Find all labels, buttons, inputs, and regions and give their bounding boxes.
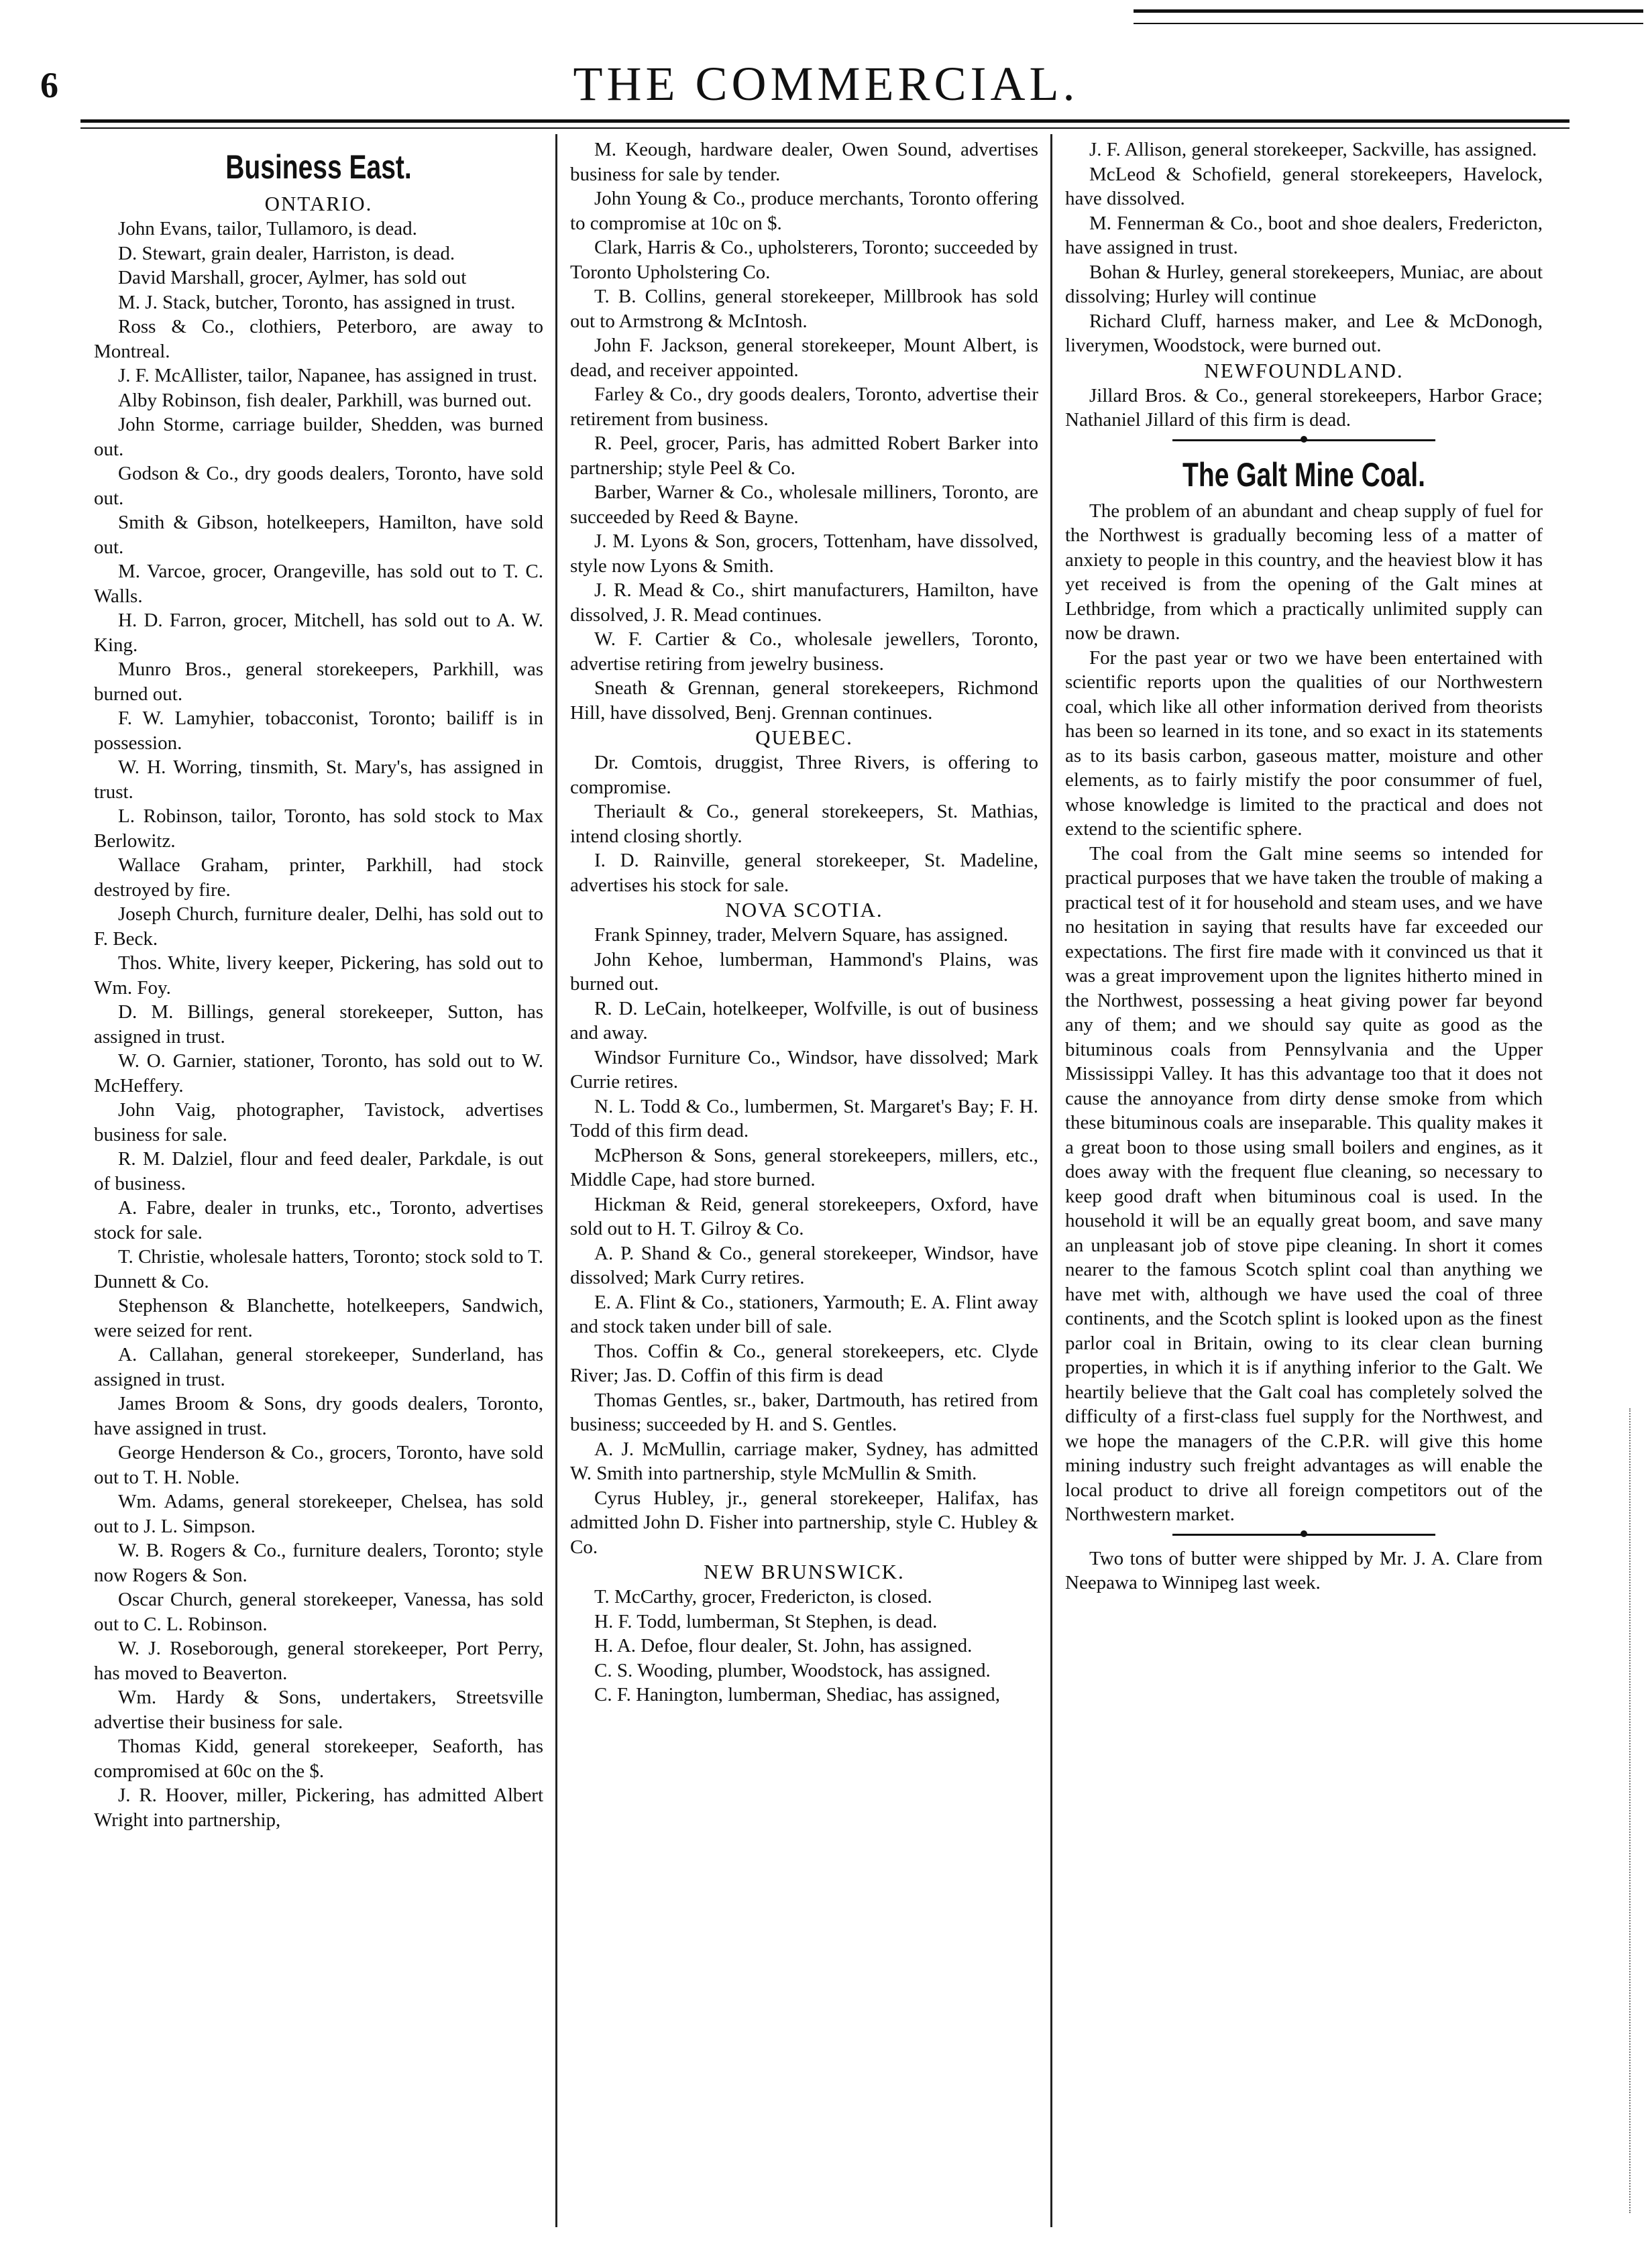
article-paragraph: The problem of an abundant and cheap supply of fuel for the Northwest is gradually becoming less of a matter of anxiety to people in this country, and the heaviest blow it has yet received is from the opening of the Galt mines at Lethbridge, from which a practically unlimited supply can now be drawn. xyxy=(1065,500,1543,644)
list-item: T. Christie, wholesale hatters, Toronto; stock sold to T. Dunnett & Co. xyxy=(94,1246,543,1292)
list-item: Godson & Co., dry goods dealers, Toronto, have sold out. xyxy=(94,463,543,509)
list-item: J. M. Lyons & Son, grocers, Tottenham, have dissolved, style now Lyons & Smith. xyxy=(570,530,1038,577)
list-item: D. M. Billings, general storekeeper, Sutton, has assigned in trust. xyxy=(94,1001,543,1048)
list-item: Munro Bros., general storekeepers, Parkhill, was burned out. xyxy=(94,659,543,705)
margin-dots xyxy=(1629,1408,1632,2213)
list-item: Oscar Church, general storekeeper, Vanessa, has sold out to C. L. Robinson. xyxy=(94,1589,543,1635)
column-1 xyxy=(94,137,543,2223)
list-item: John F. Jackson, general storekeeper, Mount Albert, is dead, and receiver appointed. xyxy=(570,335,1038,381)
province-heading: ONTARIO. xyxy=(264,192,373,215)
article-paragraph: For the past year or two we have been entertained with scientific reports upon the qualities of our Northwestern coal, which like all other information derived from theorists has been so learned in its tone, and so exact in its statements as to its basis carbon, gaseous matter, moisture and other elements, as to fairly mistify the poor consummer of fuel, whose knowledge is limited to the practical and does not extend to the scientific sphere. xyxy=(1065,646,1543,840)
article-paragraph: The coal from the Galt mine seems so intended for practical purposes that we have taken the trouble of making a practical test of it for household and steam uses, and we have no hesitation in saying that results have far exceeded our expectations. The first fire made with it convinced us that it was a great improvement upon the lignites hitherto mined in the Northwest, possessing a heat giving power far beyond any of them; and we should say quite as good as the bituminous coals from Pennsylvania and the Upper Mississippi Valley. It has this advantage too that it does not cause the annoyance from dirty dense smoke from which these bituminous coals are inseparable. This quality makes it a great boon to those using small boilers and engines, as it does away with the frequent flue cleaning, so necessary to keep good draft when bituminous coal is used. In the household it will be an equally great boom, and save many an unpleasant job of stove pipe cleaning. In short it comes nearer to the famous Scotch splint coal than anything we have met with, although we have used the coal of three continents, and the Scotch splint is looked upon as the finest parlor coal in Britain, owing to its clear clean burning properties, in which it is if anything inferior to the Galt. We heartily believe that the Galt coal has completely solved the difficulty of a first-class fuel supply for the Northwest, and we hope the managers of the C.P.R. will give this home mining industry such freight advantages as will enable the local product to drive all foreign competitors out of the Northwestern market. xyxy=(1065,842,1543,1525)
list-item: F. W. Lamyhier, tobacconist, Toronto; bailiff is in possession. xyxy=(94,708,543,754)
list-item: Theriault & Co., general storekeepers, St. Mathias, intend closing shortly. xyxy=(570,801,1038,847)
list-item: James Broom & Sons, dry goods dealers, Toronto, have assigned in trust. xyxy=(94,1393,543,1439)
list-item: Jillard Bros. & Co., general storekeepers, Harbor Grace; Nathaniel Jillard of this firm is dead. xyxy=(1065,384,1543,431)
section-divider xyxy=(1172,1534,1435,1540)
list-item: J. F. McAllister, tailor, Napanee, has assigned in trust. xyxy=(118,365,538,386)
list-item: Hickman & Reid, general storekeepers, Oxford, have sold out to H. T. Gilroy & Co. xyxy=(570,1193,1038,1239)
top-corner-rule-thin xyxy=(1134,23,1643,24)
list-item: John Storme, carriage builder, Shedden, was burned out. xyxy=(94,414,543,460)
list-item: H. A. Defoe, flour dealer, St. John, has assigned. xyxy=(594,1635,973,1656)
list-item: John Young & Co., produce merchants, Toronto offering to compromise at 10c on $. xyxy=(570,188,1038,234)
list-item: L. Robinson, tailor, Toronto, has sold stock to Max Berlowitz. xyxy=(94,805,543,852)
list-item: R. Peel, grocer, Paris, has admitted Robert Barker into partnership; style Peel & Co. xyxy=(570,433,1038,479)
list-item: John Evans, tailor, Tullamoro, is dead. xyxy=(118,218,417,239)
list-item: J. F. Allison, general storekeeper, Sackville, has assigned. xyxy=(1089,139,1537,160)
list-item: W. J. Roseborough, general storekeeper, Port Perry, has moved to Beaverton. xyxy=(94,1638,543,1684)
list-item: C. F. Hanington, lumberman, Shediac, has assigned, xyxy=(594,1684,1000,1705)
list-item: H. F. Todd, lumberman, St Stephen, is dead. xyxy=(594,1610,938,1632)
list-item: Cyrus Hubley, jr., general storekeeper, Halifax, has admitted John D. Fisher into partnership, style C. Hubley & Co. xyxy=(570,1487,1038,1558)
masthead-rule-thin xyxy=(80,127,1570,129)
list-item: M. J. Stack, butcher, Toronto, has assigned in trust. xyxy=(118,291,516,313)
list-item: M. Fennerman & Co., boot and shoe dealers, Fredericton, have assigned in trust. xyxy=(1065,212,1543,258)
list-item: Wm. Hardy & Sons, undertakers, Streetsville advertise their business for sale. xyxy=(94,1687,543,1733)
list-item: T. B. Collins, general storekeeper, Millbrook has sold out to Armstrong & McIntosh. xyxy=(570,286,1038,332)
section-divider xyxy=(1172,439,1435,445)
news-item: Two tons of butter were shipped by Mr. J. A. Clare from Neepawa to Winnipeg last week. xyxy=(1065,1547,1543,1593)
list-item: Barber, Warner & Co., wholesale milliners, Toronto, are succeeded by Reed & Bayne. xyxy=(570,482,1038,528)
province-heading: NEWFOUNDLAND. xyxy=(1204,358,1404,382)
list-item: Thomas Gentles, sr., baker, Dartmouth, has retired from business; succeeded by H. and S. Gentles. xyxy=(570,1389,1038,1435)
province-heading: NOVA SCOTIA. xyxy=(725,898,883,921)
list-item: McLeod & Schofield, general storekeepers, Havelock, have dissolved. xyxy=(1065,163,1543,209)
list-item: Windsor Furniture Co., Windsor, have dissolved; Mark Currie retires. xyxy=(570,1046,1038,1092)
list-item: A. P. Shand & Co., general storekeeper, Windsor, have dissolved; Mark Curry retires. xyxy=(570,1242,1038,1288)
list-item: Richard Cluff, harness maker, and Lee & McDonogh, liverymen, Woodstock, were burned out. xyxy=(1065,310,1543,356)
list-item: T. McCarthy, grocer, Fredericton, is closed. xyxy=(594,1586,932,1608)
list-item: I. D. Rainville, general storekeeper, St. Madeline, advertises his stock for sale. xyxy=(570,850,1038,896)
province-heading: NEW BRUNSWICK. xyxy=(704,1560,905,1583)
list-item: David Marshall, grocer, Aylmer, has sold out xyxy=(118,267,467,288)
list-item: A. Callahan, general storekeeper, Sunderland, has assigned in trust. xyxy=(94,1344,543,1390)
list-item: W. O. Garnier, stationer, Toronto, has sold out to W. McHeffery. xyxy=(94,1050,543,1096)
list-item: R. D. LeCain, hotelkeeper, Wolfville, is out of business and away. xyxy=(570,997,1038,1044)
list-item: McPherson & Sons, general storekeepers, millers, etc., Middle Cape, had store burned. xyxy=(570,1144,1038,1190)
list-item: M. Varcoe, grocer, Orangeville, has sold out to T. C. Walls. xyxy=(94,561,543,607)
list-item: J. R. Mead & Co., shirt manufacturers, Hamilton, have dissolved, J. R. Mead continues. xyxy=(570,579,1038,626)
list-item: A. Fabre, dealer in trunks, etc., Toronto, advertises stock for sale. xyxy=(94,1197,543,1243)
list-item: Wallace Graham, printer, Parkhill, had stock destroyed by fire. xyxy=(94,854,543,901)
list-item: Joseph Church, furniture dealer, Delhi, has sold out to F. Beck. xyxy=(94,903,543,950)
masthead-rule xyxy=(80,119,1570,123)
list-item: M. Keough, hardware dealer, Owen Sound, advertises business for sale by tender. xyxy=(570,139,1038,185)
column-2 xyxy=(570,137,1038,2223)
list-item: Dr. Comtois, druggist, Three Rivers, is offering to compromise. xyxy=(570,752,1038,798)
list-item: R. M. Dalziel, flour and feed dealer, Parkdale, is out of business. xyxy=(94,1148,543,1194)
list-item: D. Stewart, grain dealer, Harriston, is dead. xyxy=(118,242,455,264)
list-item: A. J. McMullin, carriage maker, Sydney, has admitted W. Smith into partnership, style McMullin & Smith. xyxy=(570,1438,1038,1484)
masthead: THE COMMERCIAL. xyxy=(573,57,1079,111)
list-item: N. L. Todd & Co., lumbermen, St. Margaret's Bay; F. H. Todd of this firm dead. xyxy=(570,1095,1038,1141)
page-number: 6 xyxy=(40,65,58,105)
list-item: Thomas Kidd, general storekeeper, Seaforth, has compromised at 60c on the $. xyxy=(94,1736,543,1782)
article-title: The Galt Mine Coal. xyxy=(1182,455,1425,494)
column-3 xyxy=(1065,137,1543,2223)
list-item: Thos. Coffin & Co., general storekeepers, etc. Clyde River; Jas. D. Coffin of this firm is dead xyxy=(570,1340,1038,1386)
list-item: Alby Robinson, fish dealer, Parkhill, was burned out. xyxy=(118,389,532,411)
list-item: W. F. Cartier & Co., wholesale jewellers, Toronto, advertise retiring from jewelry business. xyxy=(570,628,1038,675)
top-corner-rule xyxy=(1134,9,1643,13)
list-item: Thos. White, livery keeper, Pickering, has sold out to Wm. Foy. xyxy=(94,952,543,999)
list-item: W. H. Worring, tinsmith, St. Mary's, has assigned in trust. xyxy=(94,756,543,803)
list-item: Smith & Gibson, hotelkeepers, Hamilton, have sold out. xyxy=(94,512,543,558)
list-item: C. S. Wooding, plumber, Woodstock, has assigned. xyxy=(594,1659,991,1681)
province-heading: QUEBEC. xyxy=(755,726,853,749)
list-item: Wm. Adams, general storekeeper, Chelsea, has sold out to J. L. Simpson. xyxy=(94,1491,543,1537)
list-item: Sneath & Grennan, general storekeepers, Richmond Hill, have dissolved, Benj. Grennan continues. xyxy=(570,677,1038,724)
section-title: Business East. xyxy=(225,148,412,186)
list-item: E. A. Flint & Co., stationers, Yarmouth; E. A. Flint away and stock taken under bill of sale. xyxy=(570,1291,1038,1337)
list-item: Bohan & Hurley, general storekeepers, Muniac, are about dissolving; Hurley will continue xyxy=(1065,261,1543,307)
list-item: H. D. Farron, grocer, Mitchell, has sold out to A. W. King. xyxy=(94,610,543,656)
list-item: John Vaig, photographer, Tavistock, advertises business for sale. xyxy=(94,1099,543,1145)
list-item: W. B. Rogers & Co., furniture dealers, Toronto; style now Rogers & Son. xyxy=(94,1540,543,1586)
column-separator xyxy=(1050,134,1052,2227)
list-item: John Kehoe, lumberman, Hammond's Plains, was burned out. xyxy=(570,948,1038,995)
list-item: Farley & Co., dry goods dealers, Toronto, advertise their retirement from business. xyxy=(570,384,1038,430)
list-item: Stephenson & Blanchette, hotelkeepers, Sandwich, were seized for rent. xyxy=(94,1295,543,1341)
list-item: Clark, Harris & Co., upholsterers, Toronto; succeeded by Toronto Upholstering Co. xyxy=(570,237,1038,283)
list-item: Ross & Co., clothiers, Peterboro, are away to Montreal. xyxy=(94,316,543,362)
list-item: J. R. Hoover, miller, Pickering, has admitted Albert Wright into partnership, xyxy=(94,1785,543,1831)
list-item: Frank Spinney, trader, Melvern Square, has assigned. xyxy=(594,924,1009,946)
list-item: George Henderson & Co., grocers, Toronto, have sold out to T. H. Noble. xyxy=(94,1442,543,1488)
column-separator xyxy=(555,134,557,2227)
